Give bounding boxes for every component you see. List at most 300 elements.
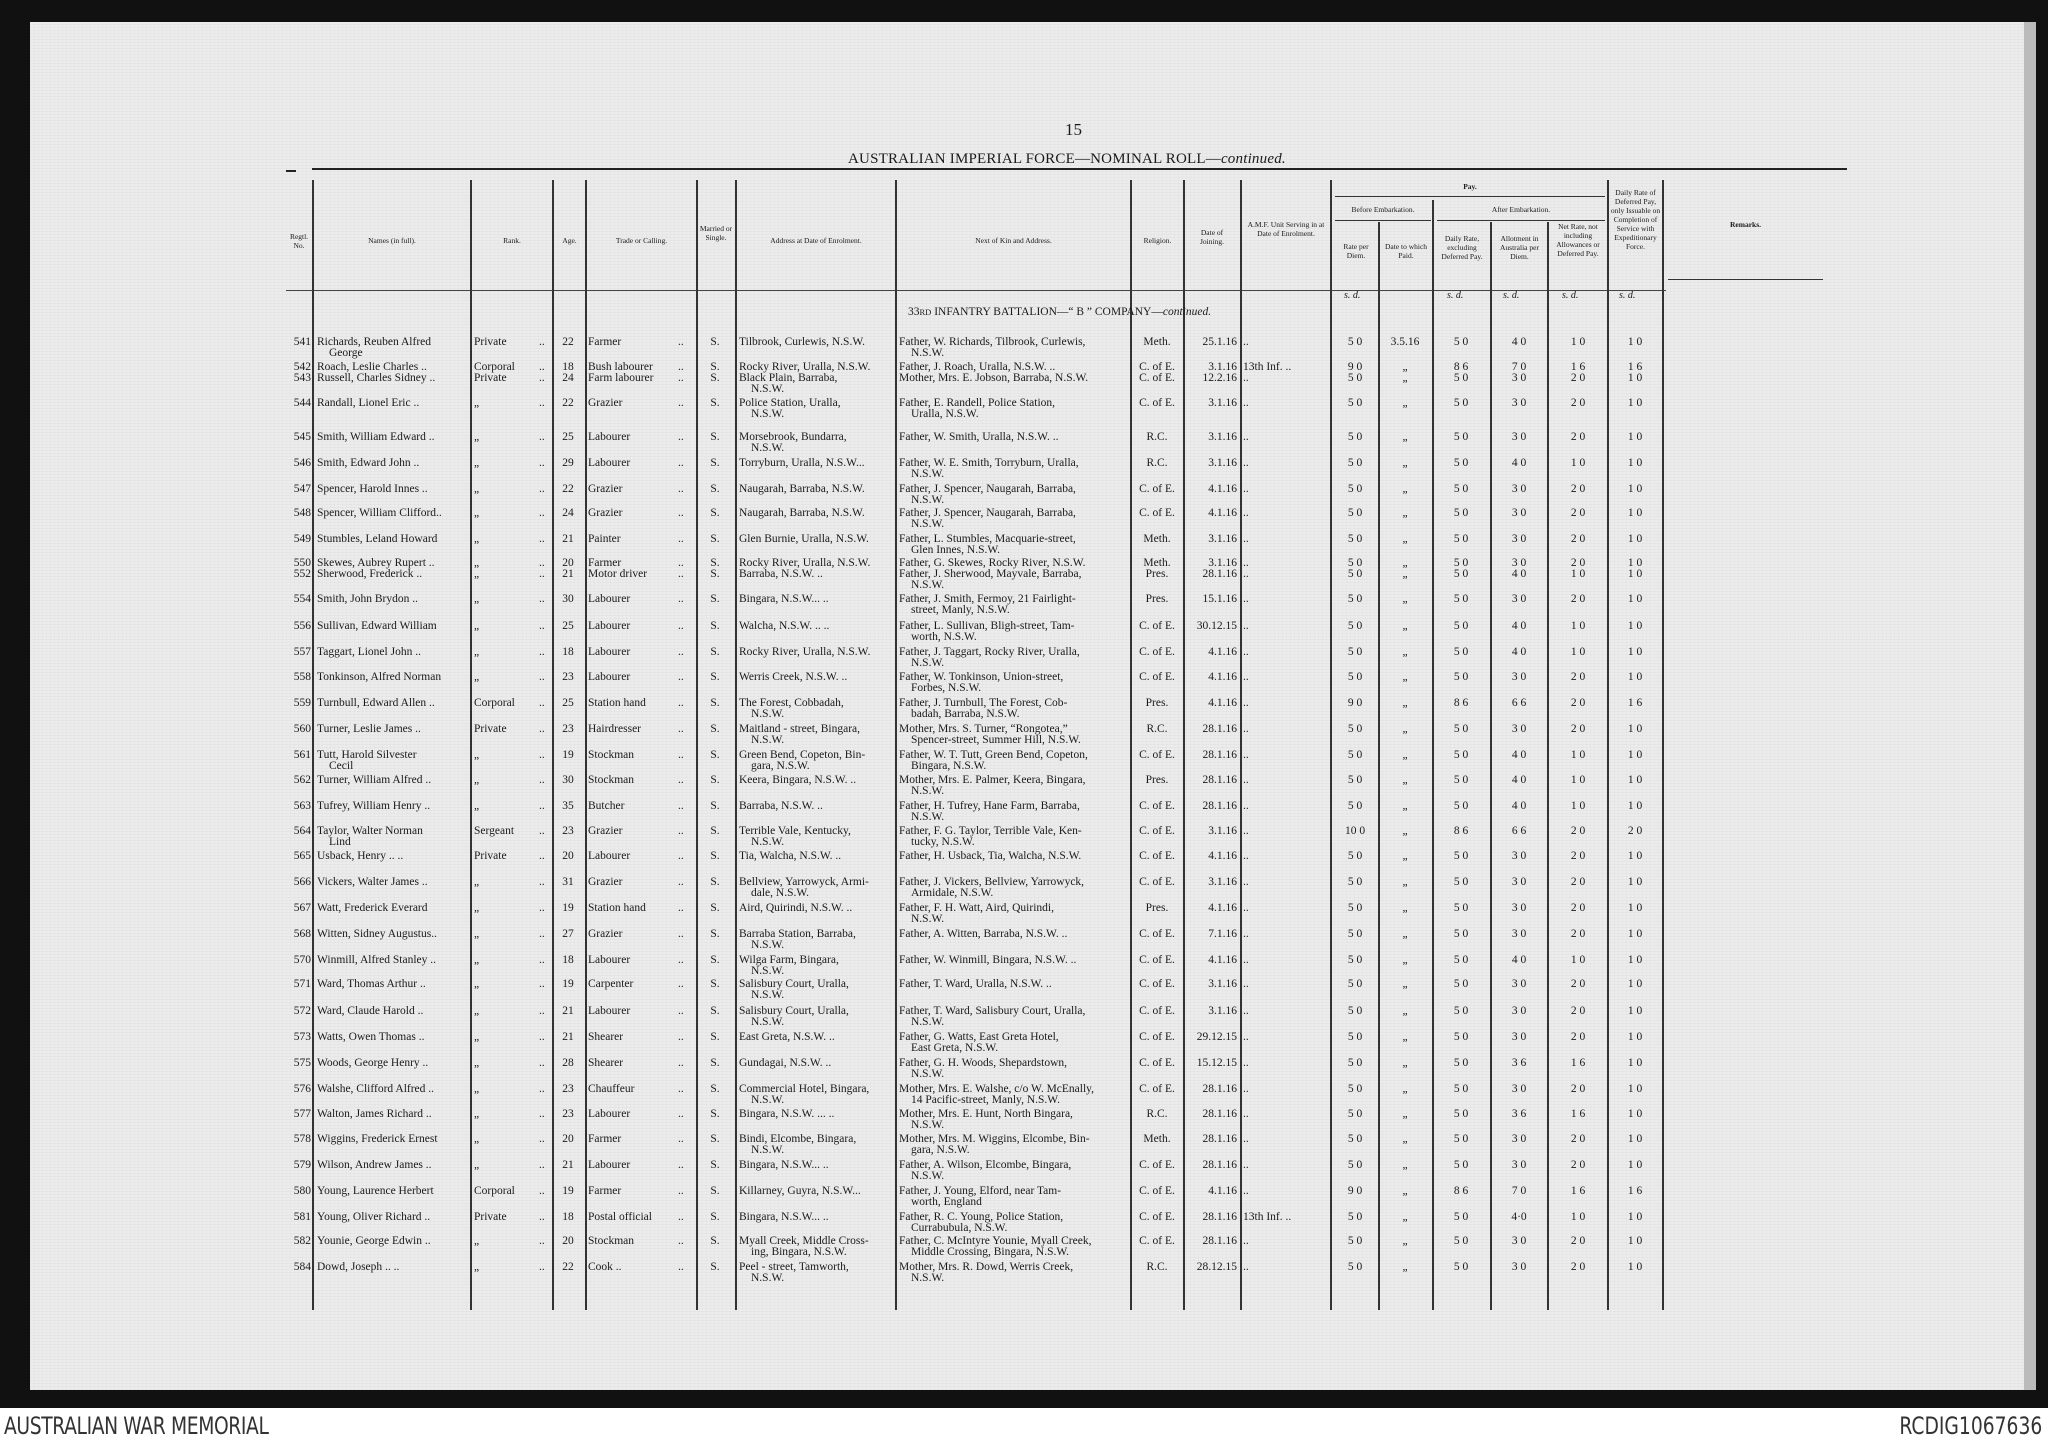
header-married: Married or Single. <box>699 224 733 242</box>
date-of-joining: 12.2.16 <box>1202 372 1237 384</box>
trade-cell <box>588 337 694 348</box>
marital-status: S. <box>710 1108 720 1120</box>
marital-status: S. <box>710 533 720 545</box>
age-cell <box>556 647 580 658</box>
next-of-kin-cell <box>899 594 1127 616</box>
unit-cell <box>1243 724 1328 735</box>
religion-cell <box>1132 724 1182 735</box>
next-of-kin: Mother, Mrs. E. Walshe, c/o W. McEnally, <box>899 1083 1095 1095</box>
net-rate-cell <box>1552 534 1604 545</box>
age-cell <box>556 851 580 862</box>
religion: C. of E. <box>1139 800 1175 812</box>
rate-per-diem-cell <box>1335 698 1375 709</box>
allotment-cell <box>1495 569 1543 580</box>
net-rate-cell <box>1552 1160 1604 1171</box>
religion: C. of E. <box>1139 749 1175 761</box>
deferred-pay-cell <box>1612 337 1658 348</box>
deferred-pay: 1 0 <box>1627 568 1643 580</box>
trade: Grazier <box>588 507 623 519</box>
rank: Private <box>474 850 507 862</box>
date-paid: „ <box>1402 749 1408 761</box>
soldier-name: Witten, Sidney Augustus.. <box>317 928 437 940</box>
rank: „ <box>474 928 480 940</box>
net-rate: 1 0 <box>1570 457 1586 469</box>
trade: Station hand <box>588 697 646 709</box>
religion-cell <box>1132 484 1182 495</box>
unit-sd: s. d. <box>1619 290 1636 301</box>
regtl-no: 560 <box>293 723 311 735</box>
date-of-joining: 29.12.15 <box>1196 1031 1237 1043</box>
unit-cell <box>1243 594 1328 605</box>
daily-rate: 5 0 <box>1453 928 1469 940</box>
age-cell <box>556 903 580 914</box>
unit-sd: s. d. <box>1447 290 1464 301</box>
religion: Pres. <box>1145 568 1169 580</box>
daily-rate-cell <box>1437 750 1485 761</box>
date-paid: „ <box>1402 1159 1408 1171</box>
allotment: 3 0 <box>1511 876 1527 888</box>
soldier-name: Taggart, Lionel John .. <box>317 646 421 658</box>
allotment-cell <box>1495 373 1543 384</box>
marital-status: S. <box>710 671 720 683</box>
marital-status: S. <box>710 1057 720 1069</box>
age-cell <box>556 1058 580 1069</box>
age-cell <box>556 1212 580 1223</box>
title-continued: continued. <box>1220 151 1286 167</box>
age-cell <box>556 979 580 990</box>
unit-cell <box>1243 1032 1328 1043</box>
address-cell <box>739 1084 893 1106</box>
leader-dots: .. <box>539 397 545 409</box>
daily-rate-cell <box>1437 1160 1485 1171</box>
date-paid: „ <box>1402 620 1408 632</box>
deferred-pay-cell <box>1612 621 1658 632</box>
rank: „ <box>474 902 480 914</box>
soldier-name-cell <box>317 801 469 812</box>
deferred-pay-cell <box>1612 1186 1658 1197</box>
religion: C. of E. <box>1139 876 1175 888</box>
regtl-no: 543 <box>293 372 311 384</box>
header-date-joining: Date of Joining. <box>1200 228 1224 246</box>
religion: C. of E. <box>1139 1005 1175 1017</box>
deferred-pay: 1 0 <box>1627 954 1643 966</box>
daily-rate: 5 0 <box>1453 336 1469 348</box>
unit-cell <box>1243 750 1328 761</box>
net-rate-cell <box>1552 1058 1604 1069</box>
allotment: 4 0 <box>1511 954 1527 966</box>
leader-dots: .. <box>678 1185 684 1197</box>
deferred-pay: 1 0 <box>1627 1235 1643 1247</box>
rate-per-diem: 5 0 <box>1347 620 1363 632</box>
trade: Chauffeur <box>588 1083 635 1095</box>
soldier-name-continued: Cecil <box>329 760 354 772</box>
age: 23 <box>562 723 574 735</box>
allotment-cell <box>1495 1084 1543 1095</box>
age-cell <box>556 1262 580 1273</box>
net-rate-cell <box>1552 373 1604 384</box>
allotment-cell <box>1495 672 1543 683</box>
age: 19 <box>562 749 574 761</box>
rate-per-diem: 5 0 <box>1347 876 1363 888</box>
address-cell <box>739 979 893 1001</box>
marital-status-cell <box>700 955 730 966</box>
regtl-no: 554 <box>293 593 311 605</box>
deferred-pay: 1 0 <box>1627 928 1643 940</box>
rate-per-diem: 5 0 <box>1347 533 1363 545</box>
date-paid-cell <box>1380 877 1430 888</box>
soldier-name-continued: George <box>329 347 363 359</box>
date-paid-cell <box>1380 775 1430 786</box>
allotment: 3 0 <box>1511 593 1527 605</box>
date-of-joining-cell <box>1185 373 1237 384</box>
regtl-no: 575 <box>293 1057 311 1069</box>
religion: C. of E. <box>1139 978 1175 990</box>
date-paid-cell <box>1380 1032 1430 1043</box>
header-aif-unit: A.M.F. Unit Serving in at Date of Enrolment. <box>1247 220 1325 238</box>
date-of-joining: 4.1.16 <box>1208 1185 1237 1197</box>
net-rate-cell <box>1552 929 1604 940</box>
leader-dots: .. <box>678 671 684 683</box>
unit-cell <box>1243 1084 1328 1095</box>
net-rate: 2 0 <box>1570 671 1586 683</box>
regtl-no-cell <box>286 1262 311 1273</box>
religion: Meth. <box>1143 533 1171 545</box>
trade: Farmer <box>588 336 622 348</box>
net-rate-cell <box>1552 724 1604 735</box>
daily-rate-cell <box>1437 1058 1485 1069</box>
date-of-joining: 3.1.16 <box>1208 557 1237 569</box>
next-of-kin-continued: N.S.W. <box>911 518 945 530</box>
trade-cell <box>588 1236 694 1247</box>
trade-cell <box>588 484 694 495</box>
address-cell <box>739 534 893 545</box>
unit: .. <box>1243 954 1249 966</box>
next-of-kin-cell <box>899 698 1127 720</box>
net-rate-cell <box>1552 1186 1604 1197</box>
col-rule <box>735 180 737 1310</box>
rate-per-diem-cell <box>1335 1262 1375 1273</box>
age: 21 <box>562 568 574 580</box>
rate-per-diem: 10 0 <box>1344 825 1366 837</box>
address-continued: N.S.W. <box>751 965 785 977</box>
date-paid-cell <box>1380 1134 1430 1145</box>
rate-per-diem-cell <box>1335 647 1375 658</box>
date-of-joining-cell <box>1185 1109 1237 1120</box>
daily-rate-cell <box>1437 826 1485 837</box>
religion: C. of E. <box>1139 671 1175 683</box>
regtl-no-cell <box>286 1236 311 1247</box>
date-paid: „ <box>1402 593 1408 605</box>
rate-per-diem-cell <box>1335 672 1375 683</box>
regtl-no-cell <box>286 750 311 761</box>
allotment-cell <box>1495 929 1543 940</box>
next-of-kin: Father, J. Roach, Uralla, N.S.W. .. <box>899 361 1056 373</box>
daily-rate-cell <box>1437 724 1485 735</box>
next-of-kin-cell <box>899 373 1127 384</box>
regtl-no-cell <box>286 955 311 966</box>
next-of-kin-cell <box>899 1006 1127 1028</box>
unit: .. <box>1243 850 1249 862</box>
deferred-pay-cell <box>1612 1006 1658 1017</box>
date-of-joining: 25.1.16 <box>1202 336 1237 348</box>
date-of-joining-cell <box>1185 955 1237 966</box>
date-of-joining-cell <box>1185 1084 1237 1095</box>
deferred-pay-cell <box>1612 1212 1658 1223</box>
date-of-joining: 28.1.16 <box>1202 774 1237 786</box>
trade-cell <box>588 1058 694 1069</box>
soldier-name-cell <box>317 775 469 786</box>
rate-per-diem-cell <box>1335 1109 1375 1120</box>
section-text: INFANTRY BATTALION—“ B ” COMPANY— <box>931 306 1163 318</box>
leader-dots: .. <box>539 954 545 966</box>
marital-status: S. <box>710 336 720 348</box>
date-paid: „ <box>1402 1005 1408 1017</box>
age-cell <box>556 398 580 409</box>
date-paid-cell <box>1380 1006 1430 1017</box>
soldier-name: Spencer, William Clifford.. <box>317 507 442 519</box>
rate-per-diem-cell <box>1335 337 1375 348</box>
age-cell <box>556 432 580 443</box>
daily-rate: 5 0 <box>1453 483 1469 495</box>
trade: Stockman <box>588 749 634 761</box>
allotment-cell <box>1495 724 1543 735</box>
leader-dots: .. <box>539 646 545 658</box>
age: 31 <box>562 876 574 888</box>
religion: R.C. <box>1146 431 1168 443</box>
rank-cell <box>474 569 554 580</box>
address-cell <box>739 903 893 914</box>
allotment-cell <box>1495 979 1543 990</box>
age: 19 <box>562 902 574 914</box>
next-of-kin: Father, F. G. Taylor, Terrible Vale, Ken- <box>899 825 1082 837</box>
trade: Farmer <box>588 557 622 569</box>
religion-cell <box>1132 569 1182 580</box>
rank: „ <box>474 978 480 990</box>
header-age: Age. <box>562 236 577 245</box>
soldier-name: Stumbles, Leland Howard <box>317 533 438 545</box>
age-cell <box>556 672 580 683</box>
age-cell <box>556 724 580 735</box>
rate-per-diem-cell <box>1335 979 1375 990</box>
net-rate: 2 0 <box>1570 723 1586 735</box>
rate-per-diem: 5 0 <box>1347 954 1363 966</box>
daily-rate: 5 0 <box>1453 431 1469 443</box>
net-rate: 1 6 <box>1570 1108 1586 1120</box>
marital-status-cell <box>700 1186 730 1197</box>
rate-per-diem-cell <box>1335 1032 1375 1043</box>
net-rate: 1 0 <box>1570 620 1586 632</box>
trade-cell <box>588 647 694 658</box>
age: 18 <box>562 954 574 966</box>
age: 23 <box>562 1108 574 1120</box>
soldier-name: Spencer, Harold Innes .. <box>317 483 428 495</box>
date-of-joining: 28.1.16 <box>1202 1133 1237 1145</box>
marital-status-cell <box>700 724 730 735</box>
unit-cell <box>1243 337 1328 348</box>
age-cell <box>556 621 580 632</box>
address-continued: N.S.W. <box>751 734 785 746</box>
soldier-name-cell <box>317 458 469 469</box>
trade-cell <box>588 398 694 409</box>
allotment: 4 0 <box>1511 749 1527 761</box>
date-of-joining-cell <box>1185 1160 1237 1171</box>
address-cell <box>739 1032 893 1043</box>
age: 21 <box>562 1031 574 1043</box>
religion-cell <box>1132 594 1182 605</box>
address-continued: N.S.W. <box>751 442 785 454</box>
age-cell <box>556 877 580 888</box>
deferred-pay: 1 0 <box>1627 397 1643 409</box>
next-of-kin-continued: N.S.W. <box>911 785 945 797</box>
soldier-name: Dowd, Joseph .. .. <box>317 1261 400 1273</box>
address-cell <box>739 398 893 420</box>
rank-cell <box>474 1134 554 1145</box>
next-of-kin-cell <box>899 1262 1127 1284</box>
allotment-cell <box>1495 647 1543 658</box>
net-rate: 1 0 <box>1570 1211 1586 1223</box>
rank-cell <box>474 1032 554 1043</box>
date-of-joining-cell <box>1185 534 1237 545</box>
allotment-cell <box>1495 877 1543 888</box>
marital-status-cell <box>700 1084 730 1095</box>
net-rate-cell <box>1552 955 1604 966</box>
religion: C. of E. <box>1139 1031 1175 1043</box>
net-rate-cell <box>1552 1006 1604 1017</box>
trade: Hairdresser <box>588 723 642 735</box>
date-of-joining-cell <box>1185 929 1237 940</box>
religion: C. of E. <box>1139 825 1175 837</box>
rate-per-diem-cell <box>1335 621 1375 632</box>
soldier-name: Skewes, Aubrey Rupert .. <box>317 557 435 569</box>
net-rate-cell <box>1552 801 1604 812</box>
age: 27 <box>562 928 574 940</box>
daily-rate: 5 0 <box>1453 850 1469 862</box>
leader-dots: .. <box>539 533 545 545</box>
next-of-kin-cell <box>899 801 1127 823</box>
leader-dots: .. <box>539 1005 545 1017</box>
rate-per-diem-cell <box>1335 458 1375 469</box>
deferred-pay: 1 0 <box>1627 1159 1643 1171</box>
age-cell <box>556 1032 580 1043</box>
net-rate-cell <box>1552 750 1604 761</box>
regtl-no: 557 <box>293 646 311 658</box>
address-continued: N.S.W. <box>751 383 785 395</box>
allotment-cell <box>1495 458 1543 469</box>
religion: Pres. <box>1145 593 1169 605</box>
leader-dots: .. <box>678 483 684 495</box>
date-of-joining-cell <box>1185 672 1237 683</box>
unit-cell <box>1243 851 1328 862</box>
next-of-kin-continued: Middle Crossing, Bingara, N.S.W. <box>911 1246 1070 1258</box>
leader-dots: .. <box>678 568 684 580</box>
leader-dots: .. <box>678 928 684 940</box>
deferred-pay: 1 0 <box>1627 876 1643 888</box>
header-next-of-kin: Next of Kin and Address. <box>975 236 1052 245</box>
rate-per-diem: 5 0 <box>1347 568 1363 580</box>
address-continued: N.S.W. <box>751 408 785 420</box>
regtl-no: 544 <box>293 397 311 409</box>
unit: .. <box>1243 1261 1249 1273</box>
address: Morsebrook, Bundarra, <box>739 431 847 443</box>
religion-cell <box>1132 1134 1182 1145</box>
deferred-pay-cell <box>1612 594 1658 605</box>
next-of-kin-continued: Forbes, N.S.W. <box>911 682 982 694</box>
header-regtl-no: Regtl. No. <box>289 232 309 250</box>
date-paid-cell <box>1380 337 1430 348</box>
age: 19 <box>562 978 574 990</box>
address: Bingara, N.S.W... .. <box>739 1211 829 1223</box>
next-of-kin-continued: worth, N.S.W. <box>911 631 977 643</box>
soldier-name: Winmill, Alfred Stanley .. <box>317 954 436 966</box>
date-paid: „ <box>1402 557 1408 569</box>
marital-status: S. <box>710 1185 720 1197</box>
deferred-pay: 1 6 <box>1627 697 1643 709</box>
net-rate: 1 6 <box>1570 1185 1586 1197</box>
rank-cell <box>474 903 554 914</box>
next-of-kin: Father, G. Watts, East Greta Hotel, <box>899 1031 1059 1043</box>
age-cell <box>556 1236 580 1247</box>
next-of-kin: Father, J. Taggart, Rocky River, Uralla, <box>899 646 1080 658</box>
leader-dots: .. <box>678 697 684 709</box>
unit-cell <box>1243 1186 1328 1197</box>
leader-dots: .. <box>539 850 545 862</box>
address-cell <box>739 1212 893 1223</box>
religion-cell <box>1132 398 1182 409</box>
marital-status-cell <box>700 1058 730 1069</box>
deferred-pay-cell <box>1612 534 1658 545</box>
next-of-kin-continued: 14 Pacific-street, Manly, N.S.W. <box>911 1094 1060 1106</box>
unit-cell <box>1243 373 1328 384</box>
header-trade: Trade or Calling. <box>615 236 668 245</box>
next-of-kin-continued: N.S.W. <box>911 657 945 669</box>
rank-cell <box>474 373 554 384</box>
deferred-pay-cell <box>1612 1109 1658 1120</box>
date-of-joining-cell <box>1185 569 1237 580</box>
unit: .. <box>1243 1031 1249 1043</box>
net-rate: 2 0 <box>1570 533 1586 545</box>
leader-dots: .. <box>678 397 684 409</box>
trade-cell <box>588 432 694 443</box>
unit: 13th Inf. .. <box>1243 361 1292 373</box>
religion-cell <box>1132 432 1182 443</box>
address-cell <box>739 1236 893 1258</box>
net-rate-cell <box>1552 647 1604 658</box>
next-of-kin-continued: N.S.W. <box>911 579 945 591</box>
soldier-name-cell <box>317 1032 469 1043</box>
regtl-no-cell <box>286 672 311 683</box>
leader-dots: .. <box>678 825 684 837</box>
regtl-no: 580 <box>293 1185 311 1197</box>
deferred-pay-cell <box>1612 672 1658 683</box>
regtl-no: 545 <box>293 431 311 443</box>
deferred-pay: 1 0 <box>1627 372 1643 384</box>
net-rate: 2 0 <box>1570 1235 1586 1247</box>
allotment: 3 6 <box>1511 1108 1527 1120</box>
trade-cell <box>588 569 694 580</box>
daily-rate-cell <box>1437 508 1485 519</box>
date-of-joining: 4.1.16 <box>1208 507 1237 519</box>
unit: .. <box>1243 749 1249 761</box>
daily-rate-cell <box>1437 1236 1485 1247</box>
address: Keera, Bingara, N.S.W. .. <box>739 774 857 786</box>
rate-per-diem-cell <box>1335 1212 1375 1223</box>
date-of-joining: 28.1.16 <box>1202 1083 1237 1095</box>
date-paid: „ <box>1402 825 1408 837</box>
soldier-name-cell <box>317 826 469 848</box>
rank: „ <box>474 749 480 761</box>
address-cell <box>739 826 893 848</box>
leader-dots: .. <box>539 825 545 837</box>
